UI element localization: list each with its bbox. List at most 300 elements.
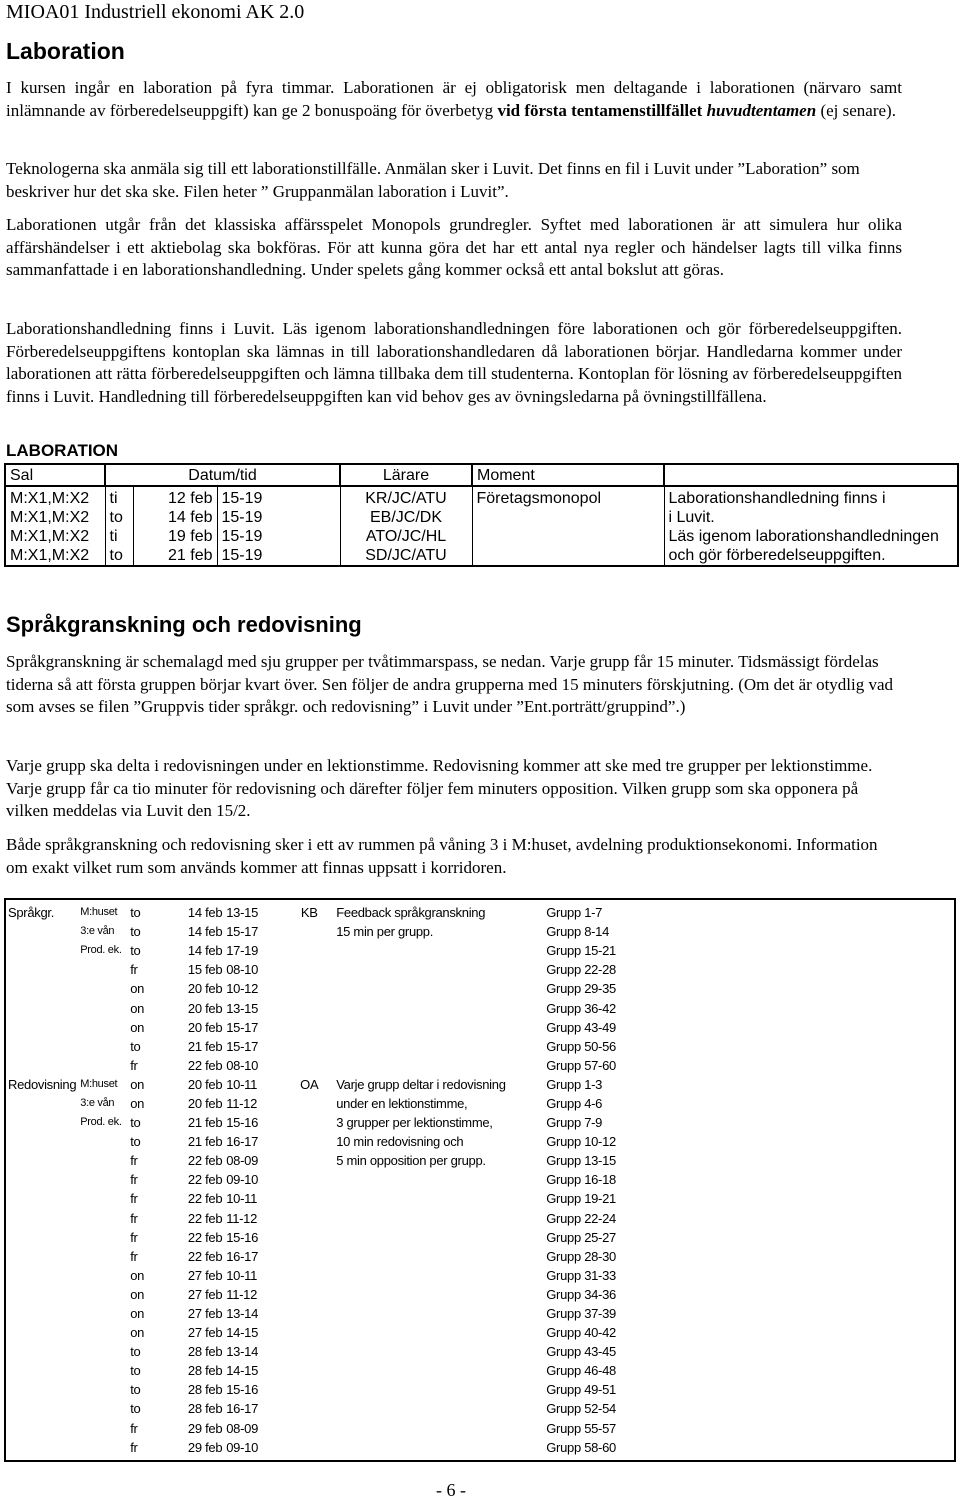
cell-date: 12 feb xyxy=(133,486,217,508)
schedule-time: 11-12 xyxy=(226,1095,258,1111)
schedule-date: 22 feb xyxy=(187,1172,223,1188)
schedule-group: Grupp 25-27 xyxy=(546,1229,616,1245)
schedule-row xyxy=(6,1113,664,1132)
schedule-type xyxy=(6,1170,78,1189)
schedule-row xyxy=(6,1419,664,1438)
registration-paragraph: Teknologerna ska anmäla sig till ett laborationstillfälle. Anmälan sker i Luvit. Det finns en fil i Luvit under ”Laboration” som beskriver hur det ska ske. Filen heter ” Gruppanmälan laboration i Luvit”. xyxy=(6,159,860,201)
schedule-row xyxy=(6,1018,664,1037)
document-header: MIOA01 Industriell ekonomi AK 2.0 xyxy=(6,1,305,23)
schedule-date: 21 feb xyxy=(187,1134,223,1150)
schedule-row xyxy=(6,1228,664,1247)
schedule-teacher xyxy=(284,1037,334,1056)
schedule-type xyxy=(6,1304,78,1323)
schedule-type xyxy=(6,1113,78,1132)
schedule-info xyxy=(334,1247,544,1266)
schedule-time: 15-17 xyxy=(226,1038,258,1054)
laboration-table xyxy=(4,463,959,567)
schedule-group: Grupp 22-28 xyxy=(546,962,616,978)
intro-text: I kursen ingår en laboration på fyra timmar. Laborationen är ej obligatorisk men deltagande i laborationen (närvaro samt inlämnande av förberedelseuppgift) kan ge 2 bonuspoäng för överbetyg xyxy=(6,78,902,120)
header-larare: Lärare xyxy=(340,464,472,486)
schedule-type xyxy=(6,1037,78,1056)
schedule-location: Prod. ek. xyxy=(80,944,122,957)
schedule-time: 08-10 xyxy=(226,1057,258,1073)
schedule-group: Grupp 8-14 xyxy=(546,924,610,940)
schedule-day: fr xyxy=(130,1153,138,1169)
schedule-info xyxy=(334,979,544,998)
schedule-info xyxy=(334,1361,544,1380)
schedule-row xyxy=(6,1209,664,1228)
schedule-teacher xyxy=(284,1018,334,1037)
lab-table-header-row xyxy=(5,464,958,486)
schedule-date: 14 feb xyxy=(187,943,223,959)
schedule-time: 10-11 xyxy=(226,1191,258,1207)
schedule-day: fr xyxy=(130,1420,138,1436)
schedule-teacher xyxy=(284,1342,334,1361)
schedule-group: Grupp 50-56 xyxy=(546,1038,616,1054)
schedule-time: 16-17 xyxy=(226,1401,258,1417)
cell-time: 15-19 xyxy=(217,527,340,546)
schedule-info: 10 min redovisning och xyxy=(336,1134,464,1150)
schedule-type xyxy=(6,1247,78,1266)
schedule-date: 20 feb xyxy=(187,1000,223,1016)
schedule-teacher: OA xyxy=(300,1076,319,1092)
schedule-group: Grupp 13-15 xyxy=(546,1153,616,1169)
schedule-time: 15-17 xyxy=(226,924,258,940)
schedule-type xyxy=(6,1399,78,1418)
schedule-group: Grupp 46-48 xyxy=(546,1363,616,1379)
schedule-group: Grupp 49-51 xyxy=(546,1382,616,1398)
schedule-location xyxy=(78,1132,128,1151)
schedule-day: fr xyxy=(130,1172,138,1188)
schedule-date: 27 feb xyxy=(187,1286,223,1302)
schedule-time: 09-10 xyxy=(226,1439,258,1455)
schedule-teacher: KB xyxy=(300,905,318,921)
schedule-group: Grupp 7-9 xyxy=(546,1115,603,1131)
schedule-type xyxy=(6,1209,78,1228)
schedule-date: 14 feb xyxy=(187,905,223,921)
schedule-row xyxy=(6,998,664,1017)
schedule-time: 16-17 xyxy=(226,1248,258,1264)
schedule-day: to xyxy=(130,1382,141,1398)
schedule-teacher xyxy=(284,998,334,1017)
schedule-info: 3 grupper per lektionstimme, xyxy=(336,1115,493,1131)
schedule-date: 29 feb xyxy=(187,1420,223,1436)
schedule-info: under en lektionstimme, xyxy=(336,1095,468,1111)
header-sal: Sal xyxy=(5,464,105,486)
page-number: - 6 - xyxy=(436,1480,466,1500)
schedule-time: 14-15 xyxy=(226,1363,258,1379)
schedule-time: 17-19 xyxy=(226,943,258,959)
schedule-type xyxy=(6,1094,78,1113)
lab-table-row xyxy=(5,486,958,508)
schedule-time: 10-11 xyxy=(226,1267,258,1283)
schedule-row xyxy=(6,1285,664,1304)
cell-time: 15-19 xyxy=(217,486,340,508)
lab-table-row xyxy=(5,527,958,546)
schedule-time: 13-14 xyxy=(226,1306,258,1322)
schedule-info xyxy=(334,1323,544,1342)
schedule-date: 28 feb xyxy=(187,1382,223,1398)
schedule-day: on xyxy=(130,1076,145,1092)
schedule-day: on xyxy=(130,1095,145,1111)
schedule-row xyxy=(6,1399,664,1418)
schedule-info xyxy=(334,998,544,1017)
schedule-row xyxy=(6,1438,664,1457)
schedule-time: 10-12 xyxy=(226,981,258,997)
schedule-day: on xyxy=(130,1306,145,1322)
schedule-location xyxy=(78,1304,128,1323)
schedule-group: Grupp 43-45 xyxy=(546,1344,616,1360)
schedule-teacher xyxy=(284,1438,334,1457)
schedule-date: 22 feb xyxy=(187,1057,223,1073)
schedule-date: 27 feb xyxy=(187,1325,223,1341)
schedule-row xyxy=(6,1380,664,1399)
lab-table-row xyxy=(5,546,958,566)
schedule-group: Grupp 58-60 xyxy=(546,1439,616,1455)
schedule-type xyxy=(6,1228,78,1247)
schedule-day: fr xyxy=(130,1191,138,1207)
schedule-date: 22 feb xyxy=(187,1191,223,1207)
schedule-day: fr xyxy=(130,1229,138,1245)
schedule-time: 08-10 xyxy=(226,962,258,978)
schedule-teacher xyxy=(284,1132,334,1151)
schedule-date: 21 feb xyxy=(187,1115,223,1131)
schedule-group: Grupp 57-60 xyxy=(546,1057,616,1073)
schedule-day: to xyxy=(130,1115,141,1131)
schedule-info xyxy=(334,1266,544,1285)
schedule-date: 20 feb xyxy=(187,1095,223,1111)
schedule-location xyxy=(78,1056,128,1075)
schedule-day: fr xyxy=(130,1439,138,1455)
schedule-type xyxy=(6,1189,78,1208)
schedule-time: 13-14 xyxy=(226,1344,258,1360)
header-moment: Moment xyxy=(472,464,664,486)
schedule-group: Grupp 29-35 xyxy=(546,981,616,997)
schedule-row xyxy=(6,903,664,922)
schedule-time: 15-16 xyxy=(226,1115,258,1131)
location-paragraph: Både språkgranskning och redovisning sker i ett av rummen på våning 3 i M:huset, avdelning produktionsekonomi. Information om exakt vilket rum som används kommer att finnas uppsatt i korridoren. xyxy=(6,835,878,877)
schedule-date: 28 feb xyxy=(187,1363,223,1379)
schedule-date: 28 feb xyxy=(187,1401,223,1417)
schedule-info xyxy=(334,1438,544,1457)
schedule-info: Varje grupp deltar i redovisning xyxy=(336,1076,506,1092)
schedule-row xyxy=(6,1132,664,1151)
cell-note: i Luvit. xyxy=(664,508,958,527)
schedule-teacher xyxy=(284,1323,334,1342)
schedule-info xyxy=(334,1170,544,1189)
schedule-group: Grupp 37-39 xyxy=(546,1306,616,1322)
schedule-row xyxy=(6,1323,664,1342)
redovisning-paragraph: Varje grupp ska delta i redovisningen under en lektionstimme. Redovisning kommer att ske med tre grupper per lektionstimme. Varje grupp får ca tio minuter för redovisning och därefter följer fem minuters opposition. Vilken grupp som ska opponera på vilken meddelas via Luvit den 15/2. xyxy=(6,756,873,820)
schedule-time: 14-15 xyxy=(226,1325,258,1341)
schedule-day: to xyxy=(130,1363,141,1379)
header-datum-tid: Datum/tid xyxy=(105,464,340,486)
cell-teacher: SD/JC/ATU xyxy=(340,546,472,566)
schedule-teacher xyxy=(284,1380,334,1399)
cell-sal: M:X1,M:X2 xyxy=(5,546,105,566)
schedule-info: 15 min per grupp. xyxy=(336,924,434,940)
schedule-type xyxy=(6,1323,78,1342)
schedule-teacher xyxy=(284,922,334,941)
cell-moment: Företagsmonopol xyxy=(472,486,664,508)
monopol-paragraph: Laborationen utgår från det klassiska affärsspelet Monopols grundregler. Syftet med laborationen är att simulera hur olika affärshändelser i ett aktiebolag ska bokföras. För att kunna göra det har ett antal nya regler och händelser lagts till vilka finns sammanfattade i en laborationshandledning. Under spelets gång kommer också ett antal bokslut att göras. xyxy=(6,215,902,279)
schedule-time: 11-12 xyxy=(226,1286,258,1302)
schedule-date: 14 feb xyxy=(187,924,223,940)
schedule-teacher xyxy=(284,1304,334,1323)
intro-bold-text: vid första tentamenstillfället xyxy=(497,100,707,120)
schedule-info xyxy=(334,1037,544,1056)
cell-time: 15-19 xyxy=(217,546,340,566)
schedule-group: Grupp 40-42 xyxy=(546,1325,616,1341)
schedule-location xyxy=(78,1018,128,1037)
schedule-date: 22 feb xyxy=(187,1153,223,1169)
schedule-day: to xyxy=(130,924,141,940)
schedule-row xyxy=(6,1361,664,1380)
schedule-day: on xyxy=(130,1286,145,1302)
schedule-day: on xyxy=(130,1267,145,1283)
schedule-info xyxy=(334,1189,544,1208)
cell-sal: M:X1,M:X2 xyxy=(5,508,105,527)
schedule-day: fr xyxy=(130,1057,138,1073)
intro-text-end: (ej senare). xyxy=(816,100,896,120)
schedule-row xyxy=(6,1075,664,1094)
schedule-day: on xyxy=(130,1325,145,1341)
schedule-info xyxy=(334,1209,544,1228)
schedule-type xyxy=(6,998,78,1017)
schedule-location xyxy=(78,1247,128,1266)
schedule-location xyxy=(78,1189,128,1208)
schedule-row xyxy=(6,1189,664,1208)
schedule-group: Grupp 52-54 xyxy=(546,1401,616,1417)
schedule-date: 20 feb xyxy=(187,981,223,997)
schedule-row xyxy=(6,1056,664,1075)
cell-day: ti xyxy=(105,486,133,508)
schedule-group: Grupp 22-24 xyxy=(546,1210,616,1226)
schedule-row xyxy=(6,1304,664,1323)
schedule-date: 27 feb xyxy=(187,1267,223,1283)
schedule-teacher xyxy=(284,1361,334,1380)
schedule-time: 16-17 xyxy=(226,1134,258,1150)
schedule-date: 21 feb xyxy=(187,1038,223,1054)
schedule-teacher xyxy=(284,941,334,960)
schedule-teacher xyxy=(284,1285,334,1304)
schedule-type xyxy=(6,1342,78,1361)
schedule-type xyxy=(6,941,78,960)
schedule-info xyxy=(334,1018,544,1037)
cell-note: Läs igenom laborationshandledningen xyxy=(664,527,958,546)
cell-date: 21 feb xyxy=(133,546,217,566)
schedule-info xyxy=(334,1380,544,1399)
schedule-date: 27 feb xyxy=(187,1306,223,1322)
schedule-group: Grupp 4-6 xyxy=(546,1095,603,1111)
schedule-location xyxy=(78,1419,128,1438)
schedule-time: 08-09 xyxy=(226,1420,258,1436)
laboration-heading: Laboration xyxy=(6,38,125,64)
schedule-day: on xyxy=(130,981,145,997)
schedule-location xyxy=(78,1037,128,1056)
schedule-table xyxy=(6,903,664,1457)
schedule-location: 3:e vån xyxy=(80,925,115,938)
cell-day: ti xyxy=(105,527,133,546)
schedule-group: Grupp 10-12 xyxy=(546,1134,616,1150)
schedule-location xyxy=(78,1342,128,1361)
schedule-type xyxy=(6,1056,78,1075)
schedule-location xyxy=(78,1170,128,1189)
schedule-row xyxy=(6,1170,664,1189)
schedule-type: Språkgr. xyxy=(8,905,55,921)
schedule-location xyxy=(78,1151,128,1170)
laboration-intro-paragraph xyxy=(6,77,902,122)
schedule-location xyxy=(78,1399,128,1418)
schedule-type xyxy=(6,1018,78,1037)
schedule-info xyxy=(334,1228,544,1247)
cell-teacher: ATO/JC/HL xyxy=(340,527,472,546)
schedule-info xyxy=(334,1419,544,1438)
schedule-group: Grupp 1-7 xyxy=(546,905,603,921)
schedule-date: 22 feb xyxy=(187,1229,223,1245)
schedule-group: Grupp 34-36 xyxy=(546,1286,616,1302)
schedule-row xyxy=(6,1247,664,1266)
schedule-teacher xyxy=(284,1094,334,1113)
schedule-date: 20 feb xyxy=(187,1076,223,1092)
schedule-group: Grupp 55-57 xyxy=(546,1420,616,1436)
schedule-group: Grupp 43-49 xyxy=(546,1019,616,1035)
schedule-day: fr xyxy=(130,1248,138,1264)
schedule-location: M:huset xyxy=(80,906,118,919)
cell-sal: M:X1,M:X2 xyxy=(5,486,105,508)
schedule-group: Grupp 36-42 xyxy=(546,1000,616,1016)
schedule-info xyxy=(334,941,544,960)
intro-bold-italic-text: huvudtentamen xyxy=(706,100,817,120)
schedule-teacher xyxy=(284,1113,334,1132)
schedule-day: to xyxy=(130,1401,141,1417)
schedule-row xyxy=(6,1094,664,1113)
cell-date: 14 feb xyxy=(133,508,217,527)
cell-moment xyxy=(472,527,664,546)
schedule-location xyxy=(78,960,128,979)
schedule-teacher xyxy=(284,960,334,979)
schedule-day: to xyxy=(130,1134,141,1150)
schedule-group: Grupp 28-30 xyxy=(546,1248,616,1264)
schedule-location xyxy=(78,1438,128,1457)
schedule-teacher xyxy=(284,1151,334,1170)
cell-note: och gör förberedelseuppgiften. xyxy=(664,546,958,566)
schedule-location xyxy=(78,979,128,998)
schedule-row xyxy=(6,922,664,941)
schedule-type xyxy=(6,1151,78,1170)
schedule-date: 15 feb xyxy=(187,962,223,978)
schedule-time: 13-15 xyxy=(226,905,258,921)
schedule-teacher xyxy=(284,1189,334,1208)
schedule-info xyxy=(334,1304,544,1323)
cell-sal: M:X1,M:X2 xyxy=(5,527,105,546)
schedule-time: 13-15 xyxy=(226,1000,258,1016)
schedule-time: 15-17 xyxy=(226,1019,258,1035)
schedule-type xyxy=(6,979,78,998)
schedule-location: M:huset xyxy=(80,1077,118,1090)
schedule-time: 09-10 xyxy=(226,1172,258,1188)
schedule-teacher xyxy=(284,1056,334,1075)
cell-moment xyxy=(472,508,664,527)
schedule-location: Prod. ek. xyxy=(80,1116,122,1129)
schedule-teacher xyxy=(284,1209,334,1228)
schedule-row xyxy=(6,1342,664,1361)
schedule-day: on xyxy=(130,1019,145,1035)
schedule-type xyxy=(6,1438,78,1457)
schedule-date: 20 feb xyxy=(187,1019,223,1035)
schedule-time: 15-16 xyxy=(226,1229,258,1245)
schedule-time: 10-11 xyxy=(226,1076,258,1092)
schedule-type xyxy=(6,1132,78,1151)
schedule-date: 29 feb xyxy=(187,1439,223,1455)
schedule-row xyxy=(6,1266,664,1285)
cell-teacher: EB/JC/DK xyxy=(340,508,472,527)
schedule-day: to xyxy=(130,1344,141,1360)
schedule-row xyxy=(6,960,664,979)
schedule-day: on xyxy=(130,1000,145,1016)
cell-note: Laborationshandledning finns i xyxy=(664,486,958,508)
sprakgranskning-heading: Språkgranskning och redovisning xyxy=(6,612,362,637)
schedule-row xyxy=(6,941,664,960)
schedule-row xyxy=(6,1151,664,1170)
schedule-day: to xyxy=(130,905,141,921)
schedule-location xyxy=(78,1209,128,1228)
lab-table-title: LABORATION xyxy=(6,441,119,460)
schedule-teacher xyxy=(284,1228,334,1247)
header-blank xyxy=(664,464,958,486)
schedule-location xyxy=(78,1285,128,1304)
schedule-date: 28 feb xyxy=(187,1344,223,1360)
schedule-type xyxy=(6,1380,78,1399)
cell-day: to xyxy=(105,546,133,566)
schedule-time: 15-16 xyxy=(226,1382,258,1398)
cell-date: 19 feb xyxy=(133,527,217,546)
schedule-location: 3:e vån xyxy=(80,1096,115,1109)
schedule-type xyxy=(6,922,78,941)
cell-teacher: KR/JC/ATU xyxy=(340,486,472,508)
schedule-row xyxy=(6,979,664,998)
schedule-teacher xyxy=(284,979,334,998)
schedule-info xyxy=(334,1056,544,1075)
cell-time: 15-19 xyxy=(217,508,340,527)
sprakgranskning-paragraph: Språkgranskning är schemalagd med sju grupper per tvåtimmarspass, se nedan. Varje grupp får 15 minuter. Tidsmässigt fördelas tiderna så att första gruppen börjar kvart över. Sen följer de andra grupperna med 15 minuters förskjutning. (Om det är otydlig vad som avses se filen ”Gruppvis tider språkgr. och redovisning” i Luvit under ”Ent.porträtt/gruppind”.) xyxy=(6,652,894,716)
schedule-type xyxy=(6,1266,78,1285)
cell-day: to xyxy=(105,508,133,527)
schedule-info xyxy=(334,1285,544,1304)
schedule-day: fr xyxy=(130,962,138,978)
schedule-teacher xyxy=(284,1419,334,1438)
schedule-type: Redovisning xyxy=(8,1076,77,1092)
schedule-group: Grupp 31-33 xyxy=(546,1267,616,1283)
schedule-type xyxy=(6,1419,78,1438)
schedule-time: 11-12 xyxy=(226,1210,258,1226)
schedule-type xyxy=(6,1361,78,1380)
schedule-location xyxy=(78,1228,128,1247)
schedule-day: to xyxy=(130,943,141,959)
schedule-info: 5 min opposition per grupp. xyxy=(336,1153,486,1169)
schedule-info xyxy=(334,960,544,979)
schedule-teacher xyxy=(284,1399,334,1418)
schedule-info xyxy=(334,1342,544,1361)
schedule-date: 22 feb xyxy=(187,1248,223,1264)
schedule-location xyxy=(78,1361,128,1380)
schedule-date: 22 feb xyxy=(187,1210,223,1226)
schedule-teacher xyxy=(284,1247,334,1266)
schedule-info: Feedback språkgranskning xyxy=(336,905,486,921)
schedule-location xyxy=(78,1266,128,1285)
handledning-paragraph: Laborationshandledning finns i Luvit. Läs igenom laborationshandledningen före laborationen och gör förberedelseuppgiften. Förberedelseuppgiftens kontoplan ska lämnas in till laborationshandledaren då laborationen börjar. Handledarna kommer under laborationen att rätta förberedelseuppgiften och lämna tillbaka dem till studenterna. Kontoplan för lösning av förberedelseuppgiften finns i Luvit. Handledning till förberedelseuppgiften kan vid behov ges av övningsledarna på övningstillfällena. xyxy=(6,319,902,406)
schedule-location xyxy=(78,1380,128,1399)
